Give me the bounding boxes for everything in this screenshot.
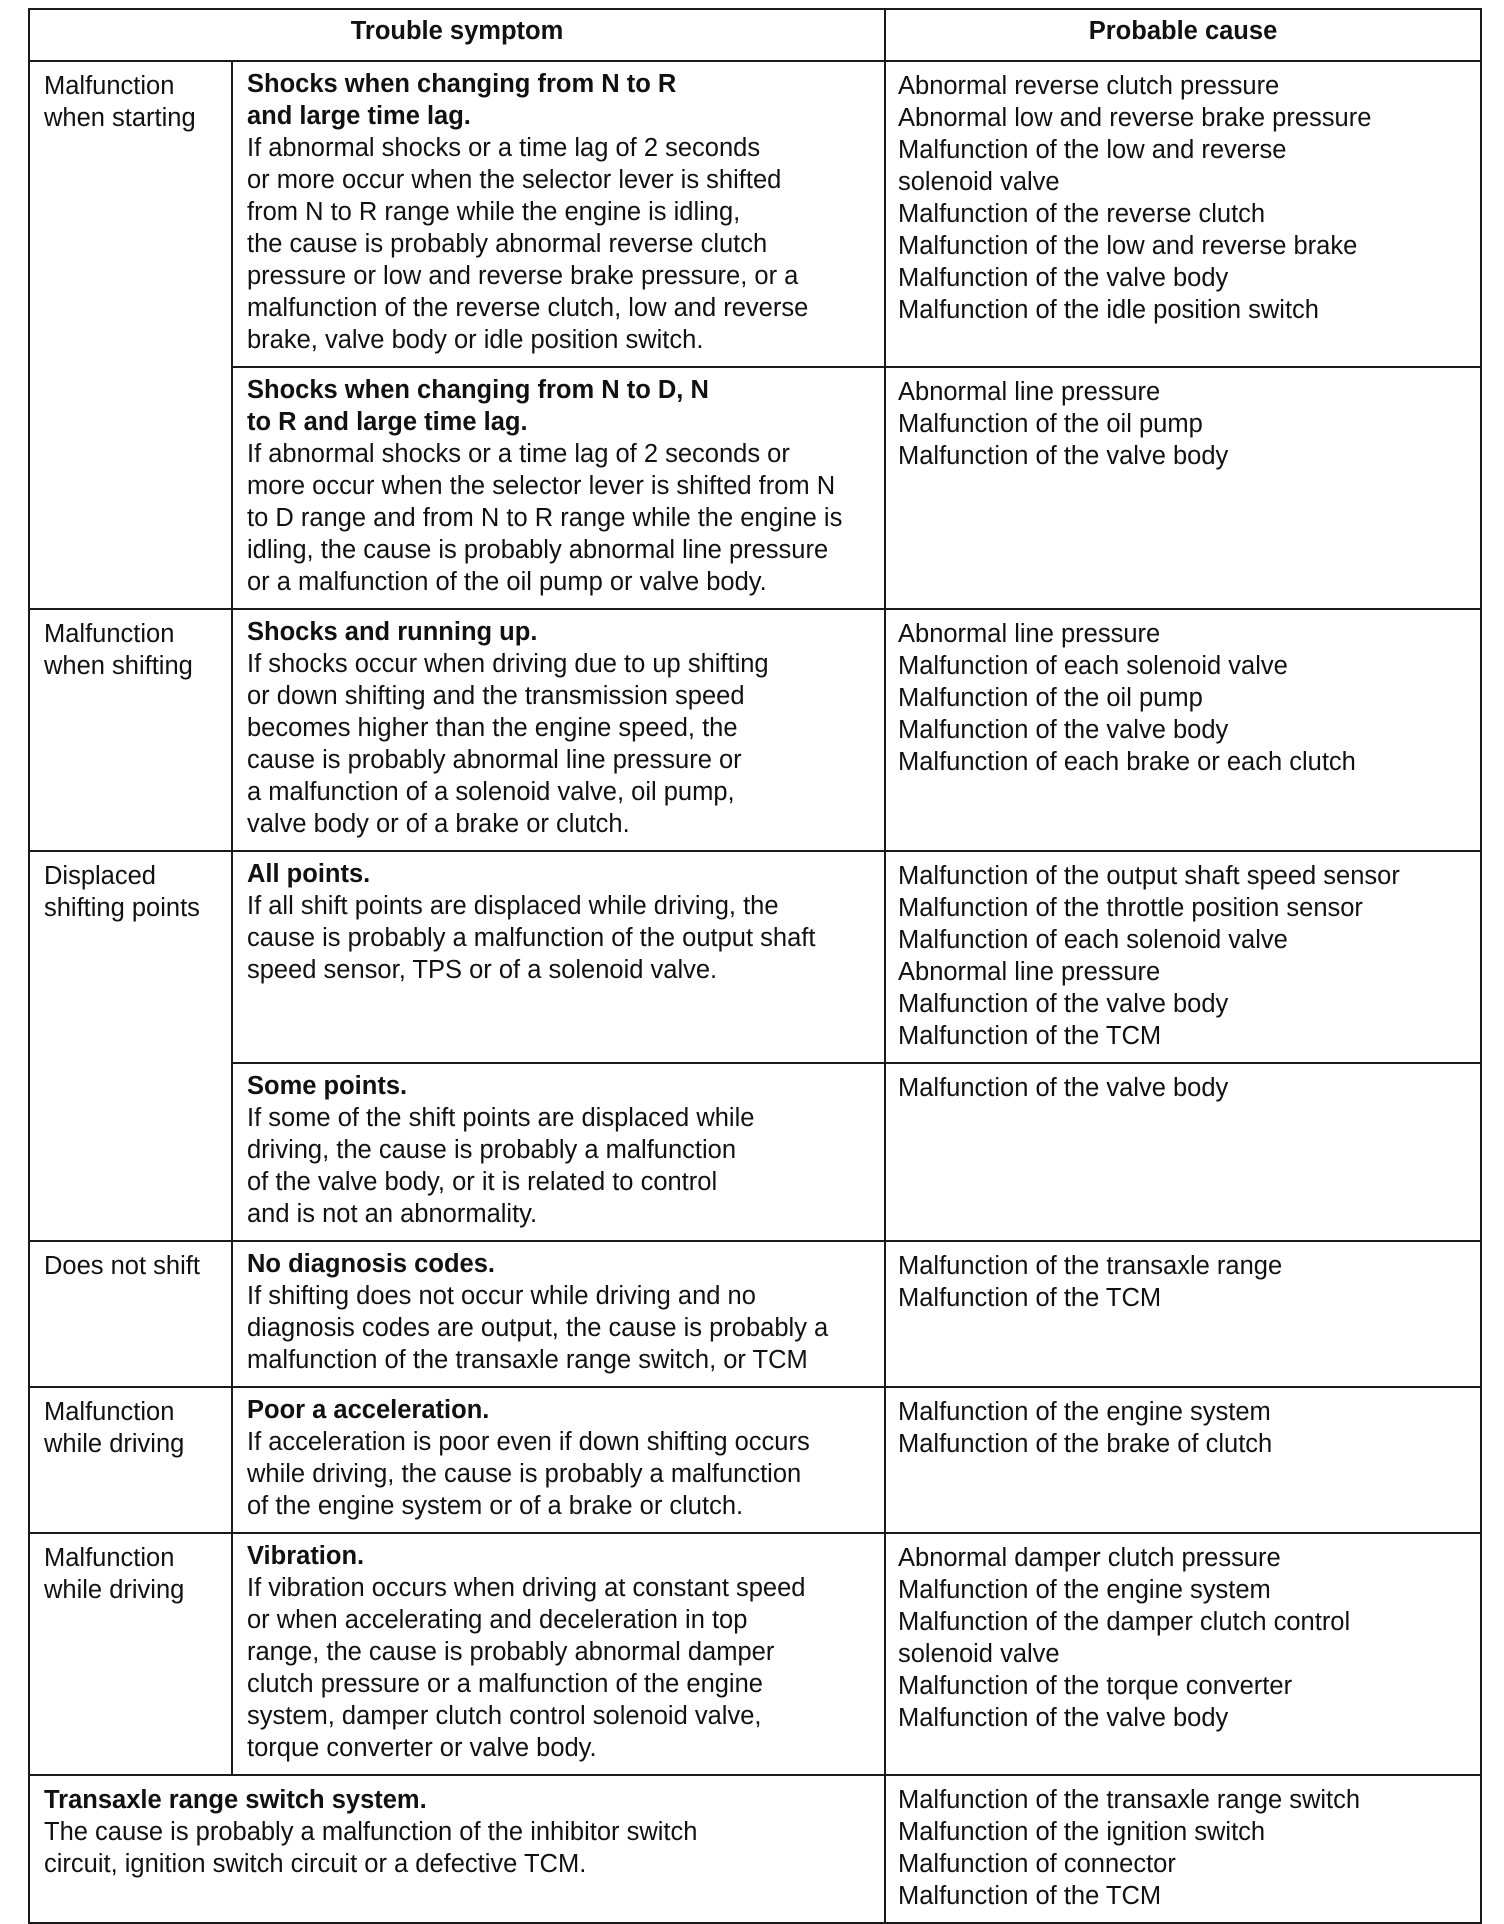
symptom-cell (232, 1387, 885, 1533)
cause-item: Malfunction of connector (898, 1850, 1176, 1878)
cause-item: Abnormal low and reverse brake pressure (898, 104, 1372, 132)
header-trouble-symptom: Trouble symptom (29, 9, 885, 61)
cause-item: Malfunction of the TCM (898, 1284, 1162, 1312)
table-row (29, 609, 1481, 851)
symptom-cell (232, 609, 885, 851)
symptom-title: Vibration. (247, 1542, 365, 1570)
header-probable-cause: Probable cause (885, 9, 1481, 61)
symptom-description: The cause is probably a malfunction of the inhibitor switch circuit, ignition switch circuit or a defective TCM. (44, 1818, 698, 1878)
cause-cell (885, 367, 1481, 609)
symptom-cell (232, 1241, 885, 1387)
cause-list (898, 1072, 1472, 1104)
symptom-cell (232, 61, 885, 367)
symptom-cell (232, 1533, 885, 1775)
symptom-title: Shocks and running up. (247, 618, 538, 646)
cause-item: Malfunction of the oil pump (898, 684, 1203, 712)
cause-item: Malfunction of the low and reverse (898, 136, 1287, 164)
cause-item: Malfunction of the oil pump (898, 410, 1203, 438)
cause-list (898, 860, 1472, 1052)
cause-item: Malfunction of the valve body (898, 1074, 1229, 1102)
cause-item: Malfunction of the torque converter (898, 1672, 1293, 1700)
symptom-cell-wide (29, 1775, 885, 1923)
cause-item: solenoid valve (898, 1640, 1060, 1668)
cause-list (898, 1396, 1472, 1460)
symptom-description: If shocks occur when driving due to up shifting or down shifting and the transmission speed becomes higher than the engine speed, the cause is probably abnormal line pressure or a malfunction of a solenoid valve, oil pump, valve body or of a brake or clutch. (247, 650, 769, 838)
symptom-category: Malfunction when shifting (29, 609, 232, 851)
table-row (29, 851, 1481, 1063)
cause-item: Abnormal line pressure (898, 620, 1161, 648)
symptom-title: All points. (247, 860, 371, 888)
cause-item: Malfunction of the valve body (898, 716, 1229, 744)
trouble-diagnosis-table (28, 8, 1482, 1924)
cause-cell (885, 851, 1481, 1063)
cause-list (898, 1542, 1472, 1734)
symptom-title: Poor a acceleration. (247, 1396, 490, 1424)
cause-item: Malfunction of the transaxle range (898, 1252, 1283, 1280)
symptom-description: If abnormal shocks or a time lag of 2 seconds or more occur when the selector lever is shifted from N to R range while the engine is idling, the cause is probably abnormal reverse clutch pressure or low and reverse brake pressure, or a malfunction of the reverse clutch, low and reverse brake, valve body or idle position switch. (247, 134, 809, 354)
cause-item: Malfunction of the TCM (898, 1022, 1162, 1050)
symptom-cell (232, 851, 885, 1063)
cause-item: Malfunction of each solenoid valve (898, 926, 1288, 954)
symptom-title: Shocks when changing from N to D, N to R and large time lag. (247, 376, 709, 436)
symptom-description: If abnormal shocks or a time lag of 2 seconds or more occur when the selector lever is shifted from N to D range and from N to R range while the engine is idling, the cause is probably abnormal line pressure or a malfunction of the oil pump or valve body. (247, 440, 843, 596)
cause-cell (885, 1241, 1481, 1387)
symptom-description: If shifting does not occur while driving and no diagnosis codes are output, the cause is probably a malfunction of the transaxle range switch, or TCM (247, 1282, 829, 1374)
table-row (29, 1775, 1481, 1923)
symptom-title: No diagnosis codes. (247, 1250, 495, 1278)
cause-cell (885, 1533, 1481, 1775)
cause-cell (885, 61, 1481, 367)
cause-item: Malfunction of the TCM (898, 1882, 1162, 1910)
cause-cell (885, 1387, 1481, 1533)
symptom-description: If all shift points are displaced while driving, the cause is probably a malfunction of the output shaft speed sensor, TPS or of a solenoid valve. (247, 892, 816, 984)
table-row (29, 1533, 1481, 1775)
table-body (29, 61, 1481, 1923)
cause-item: Malfunction of the damper clutch control (898, 1608, 1351, 1636)
cause-item: Abnormal line pressure (898, 378, 1161, 406)
cause-cell (885, 1775, 1481, 1923)
cause-item: solenoid valve (898, 168, 1060, 196)
cause-item: Malfunction of the low and reverse brake (898, 232, 1358, 260)
cause-item: Malfunction of the transaxle range switch (898, 1786, 1361, 1814)
cause-cell (885, 609, 1481, 851)
table-row (29, 1387, 1481, 1533)
symptom-category: Does not shift (29, 1241, 232, 1387)
cause-list (898, 376, 1472, 472)
cause-cell (885, 1063, 1481, 1241)
table-header-row (29, 9, 1481, 61)
symptom-category: Displaced shifting points (29, 851, 232, 1241)
cause-item: Malfunction of the output shaft speed sensor (898, 862, 1400, 890)
cause-item: Malfunction of the throttle position sensor (898, 894, 1363, 922)
cause-item: Malfunction of the valve body (898, 442, 1229, 470)
cause-item: Malfunction of the idle position switch (898, 296, 1319, 324)
cause-item: Malfunction of each solenoid valve (898, 652, 1288, 680)
symptom-category: Malfunction while driving (29, 1387, 232, 1533)
symptom-title: Shocks when changing from N to R and large time lag. (247, 70, 677, 130)
cause-item: Malfunction of the engine system (898, 1398, 1271, 1426)
symptom-cell (232, 1063, 885, 1241)
symptom-category: Malfunction while driving (29, 1533, 232, 1775)
table-row (29, 1063, 1481, 1241)
symptom-title: Transaxle range switch system. (44, 1786, 427, 1814)
symptom-description: If vibration occurs when driving at constant speed or when accelerating and deceleration in top range, the cause is probably abnormal damper clutch pressure or a malfunction of the engine system, damper clutch control solenoid valve, torque converter or valve body. (247, 1574, 806, 1762)
cause-list (898, 618, 1472, 778)
cause-item: Malfunction of the reverse clutch (898, 200, 1266, 228)
cause-item: Abnormal damper clutch pressure (898, 1544, 1281, 1572)
cause-item: Abnormal line pressure (898, 958, 1161, 986)
symptom-title: Some points. (247, 1072, 408, 1100)
table-row (29, 61, 1481, 367)
cause-list (898, 1250, 1472, 1314)
cause-item: Malfunction of each brake or each clutch (898, 748, 1356, 776)
symptom-cell (232, 367, 885, 609)
symptom-category: Malfunction when starting (29, 61, 232, 609)
table-row (29, 367, 1481, 609)
cause-item: Malfunction of the valve body (898, 1704, 1229, 1732)
symptom-description: If acceleration is poor even if down shifting occurs while driving, the cause is probably a malfunction of the engine system or of a brake or clutch. (247, 1428, 810, 1520)
cause-item: Abnormal reverse clutch pressure (898, 72, 1280, 100)
symptom-description: If some of the shift points are displaced while driving, the cause is probably a malfunction of the valve body, or it is related to control and is not an abnormality. (247, 1104, 755, 1228)
cause-item: Malfunction of the engine system (898, 1576, 1271, 1604)
cause-item: Malfunction of the valve body (898, 990, 1229, 1018)
cause-item: Malfunction of the ignition switch (898, 1818, 1266, 1846)
cause-list (898, 70, 1472, 326)
cause-item: Malfunction of the valve body (898, 264, 1229, 292)
cause-list (898, 1784, 1472, 1912)
cause-item: Malfunction of the brake of clutch (898, 1430, 1273, 1458)
table-row (29, 1241, 1481, 1387)
